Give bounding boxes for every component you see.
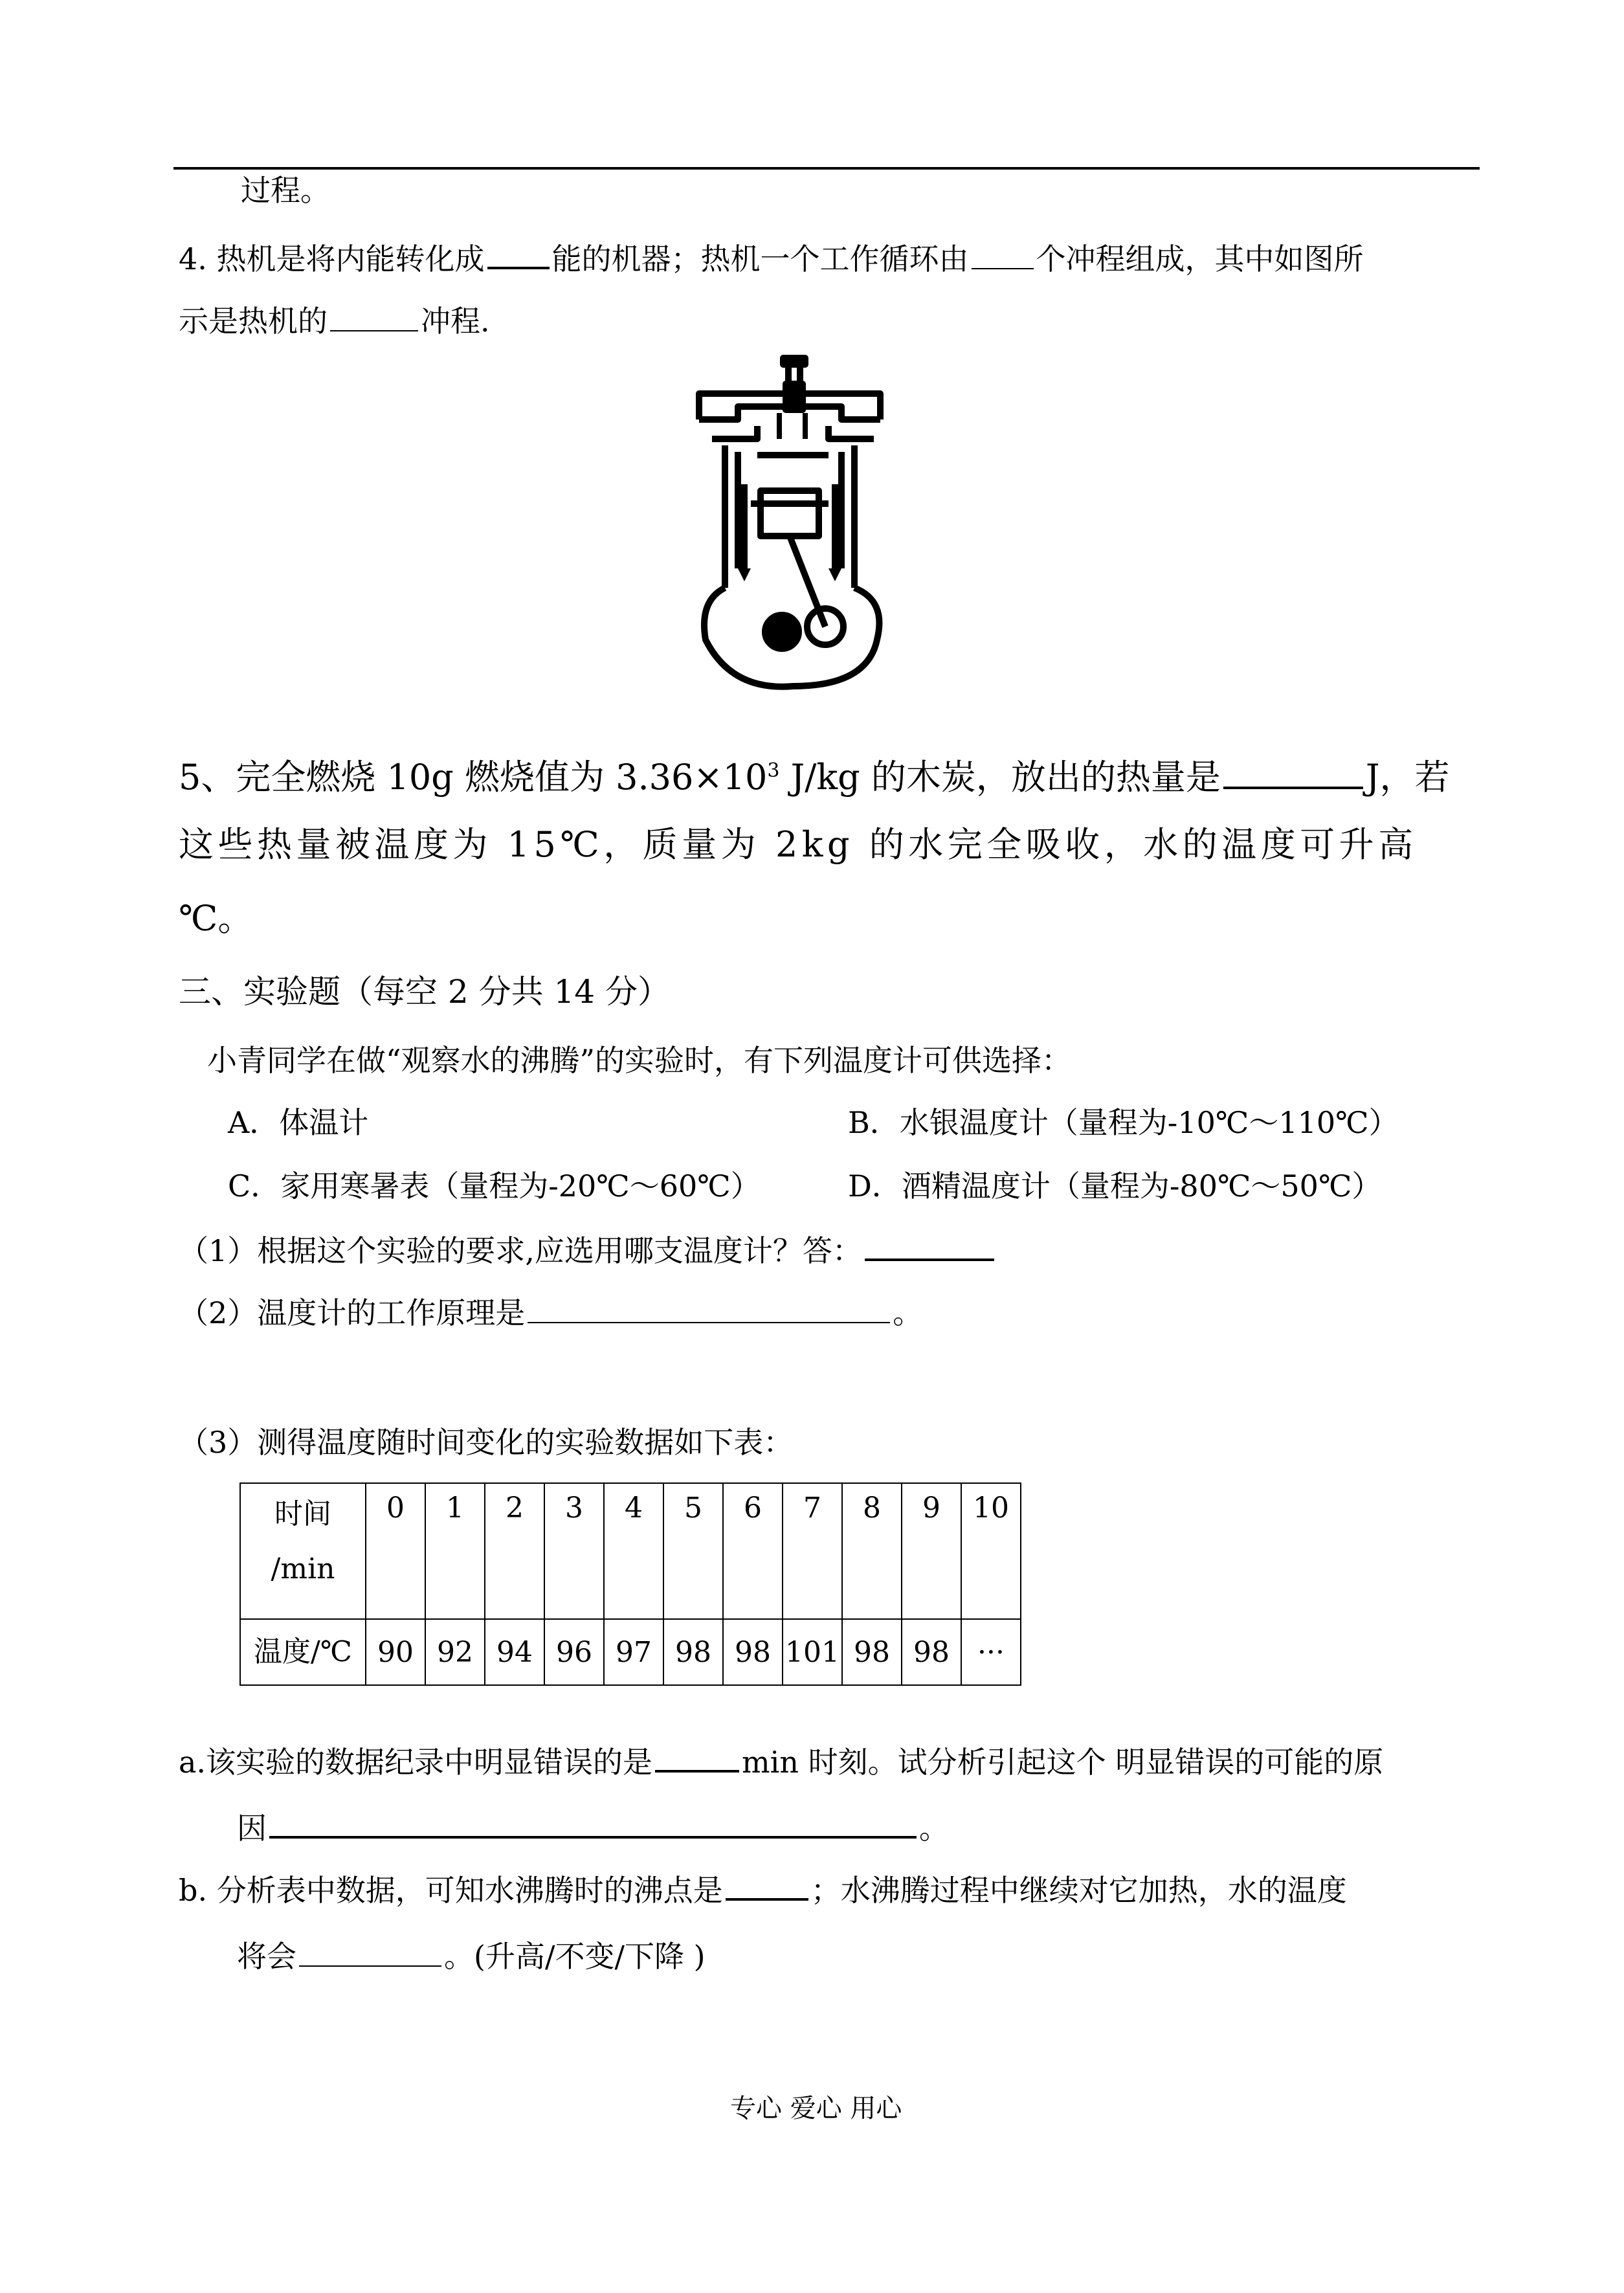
table-cell: 8	[842, 1483, 902, 1619]
q4-blank-energy[interactable]	[487, 238, 550, 269]
q4-blank-strokes[interactable]	[972, 240, 1034, 269]
table-cell: 1	[425, 1483, 485, 1619]
table-cell: 10	[961, 1483, 1021, 1619]
table-cell: 96	[544, 1619, 604, 1685]
q1-line: （1）根据这个实验的要求,应选用哪支温度计？答：	[179, 1230, 997, 1271]
table-cell: 6	[723, 1483, 783, 1619]
table-row-temp	[240, 1619, 1021, 1685]
table-cell: 97	[604, 1619, 663, 1685]
header-rule	[173, 167, 1480, 170]
table-cell: 94	[485, 1619, 544, 1685]
table-cell: 9	[902, 1483, 961, 1619]
table-cell: 2	[485, 1483, 544, 1619]
qa-line1: a.该实验的数据纪录中明显错误的是 min 时刻。试分析引起这个 明显错误的可能的原	[179, 1741, 1383, 1783]
option-b[interactable]: B．水银温度计（量程为-10℃～110℃）	[848, 1105, 1399, 1140]
line-top: 过程。	[241, 173, 330, 208]
table-cell: 4	[604, 1483, 663, 1619]
table-cell: 0	[366, 1483, 425, 1619]
table-cell: 101	[783, 1619, 842, 1685]
table-cell: 92	[425, 1619, 485, 1685]
qb-blank-temperature-change[interactable]	[299, 1937, 441, 1967]
q4-line1: 4. 热机是将内能转化成 能的机器；热机一个工作循环由 个冲程组成，其中如图所	[179, 238, 1364, 280]
q1-answer-blank[interactable]	[865, 1230, 994, 1261]
table-cell: 5	[663, 1483, 723, 1619]
q3-line: （3）测得温度随时间变化的实验数据如下表：	[179, 1425, 794, 1460]
qa-line2: 因 。	[237, 1807, 949, 1849]
q5-blank-heat[interactable]	[1223, 754, 1363, 789]
q4-blank-stroke-type[interactable]	[330, 302, 418, 331]
q5-line3: ℃。	[179, 898, 253, 939]
table-row-time	[240, 1483, 1021, 1619]
engine-diagram	[686, 355, 900, 691]
table-cell: ···	[961, 1619, 1021, 1685]
table-cell: 7	[783, 1483, 842, 1619]
section3-title: 三、实验题（每空 2 分共 14 分）	[179, 973, 671, 1011]
table-header-time: 时间 /min	[240, 1483, 366, 1619]
table-cell: 98	[723, 1619, 783, 1685]
qb-line2: 将会 。(升高/不变/下降 )	[237, 1936, 706, 1977]
table-cell: 90	[366, 1619, 425, 1685]
table-cell: 98	[842, 1619, 902, 1685]
option-a[interactable]: A．体温计	[228, 1105, 369, 1140]
table-cell: 3	[544, 1483, 604, 1619]
table-header-temp: 温度/℃	[240, 1619, 366, 1685]
table-cell: 98	[663, 1619, 723, 1685]
qa-blank-reason[interactable]	[269, 1807, 917, 1839]
option-d[interactable]: D．酒精温度计（量程为-80℃～50℃）	[848, 1169, 1382, 1203]
q4-line2: 示是热机的 冲程.	[179, 300, 490, 342]
section3-intro: 小青同学在做“观察水的沸腾”的实验时，有下列温度计可供选择：	[207, 1043, 1072, 1078]
q2-answer-blank[interactable]	[528, 1293, 890, 1323]
option-c[interactable]: C．家用寒暑表（量程为-20℃～60℃）	[228, 1169, 761, 1203]
qb-line1: b. 分析表中数据，可知水沸腾时的沸点是 ；水沸腾过程中继续对它加热，水的温度	[179, 1870, 1347, 1911]
page-footer: 专心 爱心 用心	[730, 2094, 902, 2123]
data-table	[239, 1482, 1021, 1686]
q5-line1: 5、完全燃烧 10g 燃烧值为 $3.36\times 10^3$ J/kg 的木炭，放出的热量是 J，若	[179, 748, 1450, 800]
qa-blank-time[interactable]	[655, 1741, 739, 1773]
table-cell: 98	[902, 1619, 961, 1685]
q5-line2: 这些热量被温度为 15℃，质量为 2kg 的水完全吸收，水的温度可升高	[179, 824, 1418, 865]
q2-line: （2）温度计的工作原理是 。	[179, 1292, 922, 1334]
qb-blank-boiling-point[interactable]	[726, 1870, 808, 1901]
